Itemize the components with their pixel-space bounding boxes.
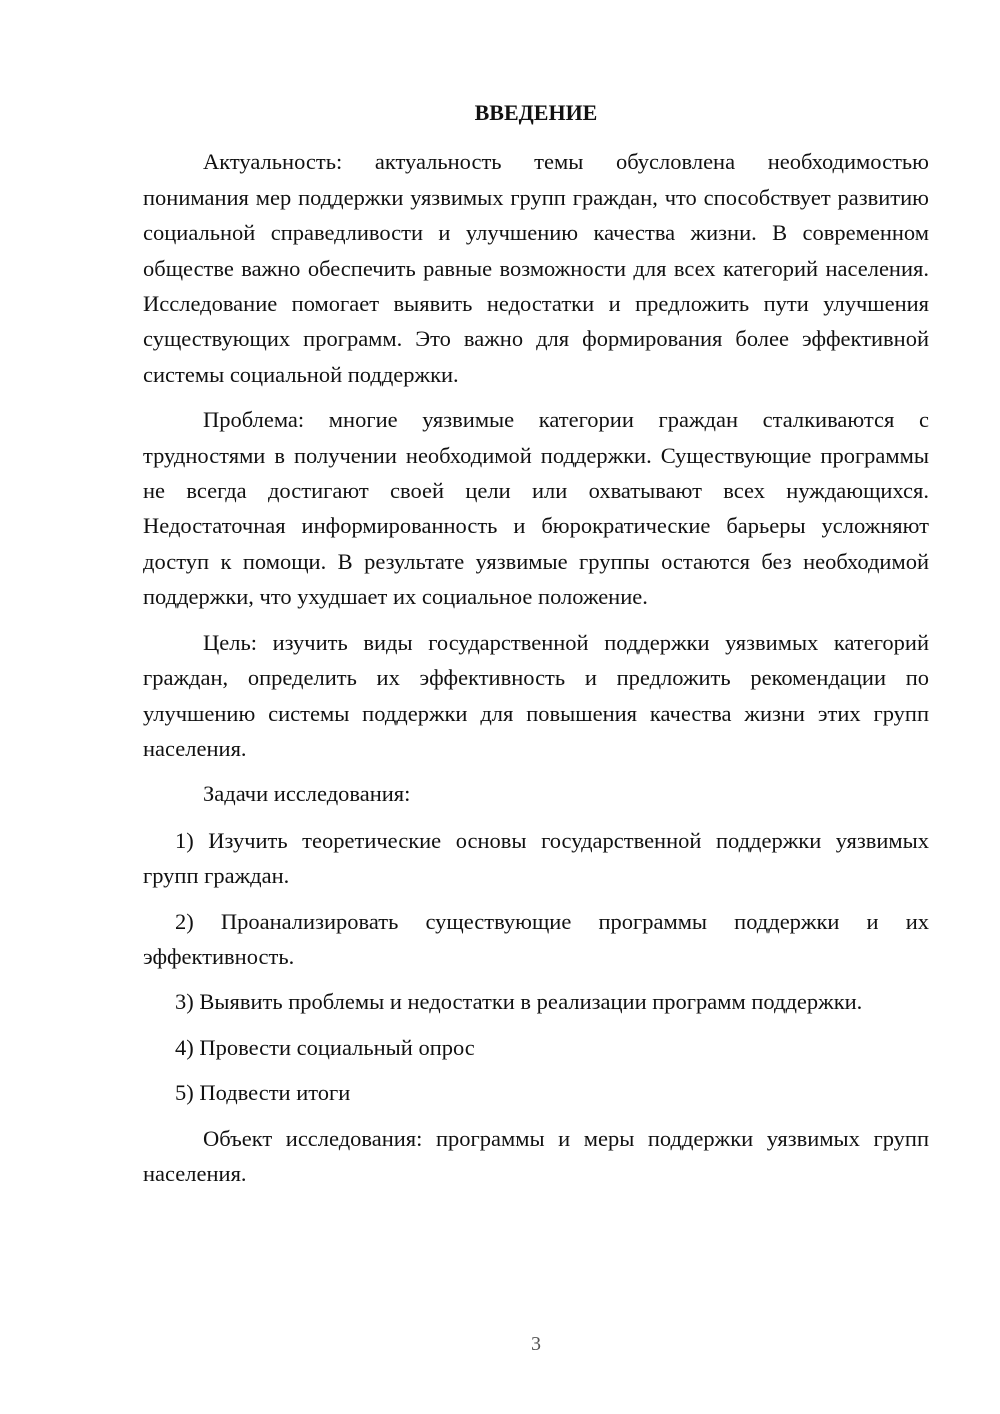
- problem-paragraph: Проблема: многие уязвимые категории граждан сталкиваются с трудностями в получении необходимой поддержки. Существующие программы не всегда достигают своей цели или охватывают всех нуждающихся. Недостаточная информированность и бюрократические барьеры усложняют доступ к помощи. В результате уязвимые группы остаются без необходимой поддержки, что ухудшает их социальное положение.: [143, 407, 929, 610]
- task-item: 5) Подвести итоги: [175, 1080, 351, 1106]
- task-item: 4) Провести социальный опрос: [175, 1034, 475, 1060]
- task-item: 2) Проанализировать существующие программы поддержки и их эффективность.: [143, 908, 929, 969]
- goal-paragraph: Цель: изучить виды государственной поддержки уязвимых категорий граждан, определить их эффективность и предложить рекомендации по улучшению системы поддержки для повышения качества жизни этих групп населения.: [143, 629, 929, 761]
- relevance-paragraph: Актуальность: актуальность темы обусловлена необходимостью понимания мер поддержки уязвимых групп граждан, что способствует развитию социальной справедливости и улучшению качества жизни. В современном обществе важно обеспечить равные возможности для всех категорий населения. Исследование помогает выявить недостатки и предложить пути улучшения существующих программ. Это важно для формирования более эффективной системы социальной поддержки.: [143, 149, 929, 387]
- object-paragraph: Объект исследования: программы и меры поддержки уязвимых групп населения.: [143, 1125, 929, 1186]
- page-number: 3: [531, 1333, 541, 1355]
- tasks-title: Задачи исследования:: [203, 781, 411, 807]
- page-body: [143, 95, 929, 1201]
- task-item: 1) Изучить теоретические основы государственной поддержки уязвимых групп граждан.: [143, 827, 929, 889]
- task-item: 3) Выявить проблемы и недостатки в реализации программ поддержки.: [175, 989, 863, 1015]
- tasks-list: [143, 823, 929, 1111]
- section-heading: ВВЕДЕНИЕ: [474, 100, 598, 125]
